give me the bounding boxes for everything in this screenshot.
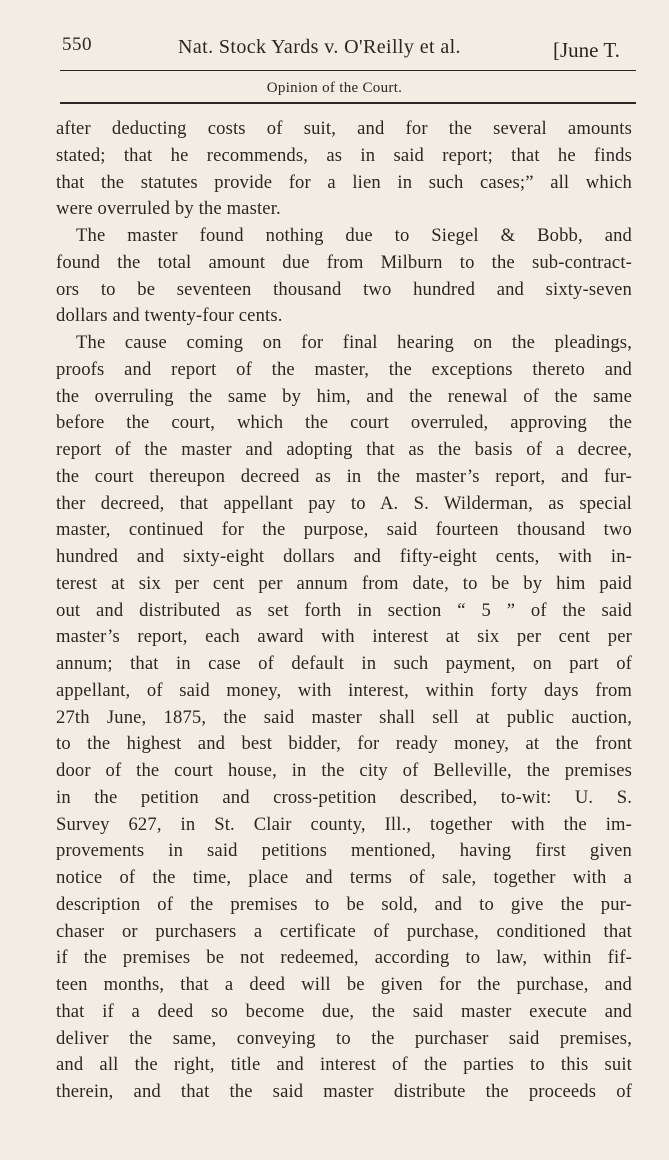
text-line: report of the master and adopting that as the basis of a decree, [56, 439, 632, 460]
text-line: master’s report, each award with interest at six per cent per [56, 626, 632, 648]
text-line: out and distributed as set forth in section “ 5 ” of the said [56, 599, 632, 621]
text-line: description of the premises to be sold, and to give the pur- [56, 893, 632, 915]
text-line: proofs and report of the master, the exceptions thereto and [56, 358, 632, 380]
text-line: ther decreed, that appellant pay to A. S. Wilderman, as special [56, 492, 632, 514]
text-line: therein, and that the said master distribute the proceeds of [56, 1081, 632, 1102]
text-line: provements in said petitions mentioned, having first given [56, 840, 632, 862]
text-line: that if a deed so become due, the said master execute and [56, 1000, 632, 1022]
text-line: 27th June, 1875, the said master shall sell at public auction, [56, 706, 632, 728]
text-line: found the total amount due from Milburn to the sub-contract- [56, 251, 632, 273]
text-line: after deducting costs of suit, and for the several amounts [56, 118, 632, 139]
section-heading: Opinion of the Court. [266, 80, 403, 96]
text-line: the overruling the same by him, and the renewal of the same [56, 385, 632, 407]
term-label: [June T. [553, 38, 620, 62]
text-line: teen months, that a deed will be given for the purchase, and [56, 974, 632, 995]
text-line: if the premises be not redeemed, according to law, within fif- [56, 947, 632, 969]
header-rule-top [60, 70, 636, 71]
text-line: hundred and sixty-eight dollars and fifty-eight cents, with in- [56, 546, 632, 567]
text-line: ors to be seventeen thousand two hundred and sixty-seven [56, 278, 632, 300]
text-line: the court thereupon decreed as in the master’s report, and fur- [56, 465, 632, 487]
text-line: and all the right, title and interest of the parties to this suit [56, 1054, 632, 1076]
text-line: master, continued for the purpose, said fourteen thousand two [56, 519, 632, 541]
body-text [56, 116, 632, 1106]
text-line: in the petition and cross-petition described, to-wit: U. S. [56, 786, 632, 808]
text-line: before the court, which the court overruled, approving the [56, 412, 632, 434]
text-line: The cause coming on for final hearing on the pleadings, [76, 332, 632, 353]
text-line: The master found nothing due to Siegel & Bobb, and [76, 225, 632, 246]
text-line: chaser or purchasers a certificate of purchase, conditioned that [56, 920, 632, 942]
text-line: that the statutes provide for a lien in such cases;” all which [56, 171, 632, 193]
text-line: annum; that in case of default in such payment, on part of [56, 653, 632, 674]
text-line: were overruled by the master. [56, 198, 281, 220]
header-rule-bottom [60, 102, 636, 104]
text-line: Survey 627, in St. Clair county, Ill., together with the im- [56, 813, 632, 835]
text-line: terest at six per cent per annum from date, to be by him paid [56, 572, 632, 594]
text-line: dollars and twenty-four cents. [56, 305, 283, 327]
text-line: appellant, of said money, with interest, within forty days from [56, 679, 632, 701]
page-number: 550 [62, 34, 92, 55]
text-line: notice of the time, place and terms of sale, together with a [56, 867, 632, 888]
text-line: to the highest and best bidder, for ready money, at the front [56, 733, 632, 755]
text-line: deliver the same, conveying to the purchaser said premises, [56, 1027, 632, 1049]
running-title: Nat. Stock Yards v. O'Reilly et al. [178, 36, 461, 58]
page-header [0, 0, 669, 110]
text-line: door of the court house, in the city of Belleville, the premises [56, 760, 632, 781]
text-line: stated; that he recommends, as in said report; that he finds [56, 144, 632, 166]
